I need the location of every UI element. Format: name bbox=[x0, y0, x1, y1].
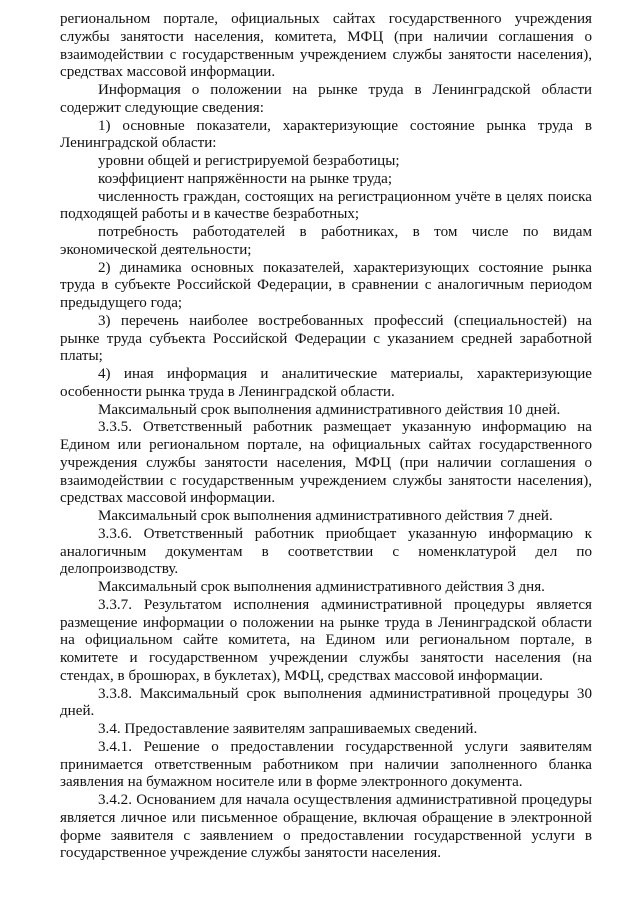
list-item-1: 1) основные показатели, характеризующие состояние рынка труда в Ленинградской области: bbox=[60, 117, 592, 152]
clause-3-3-6: 3.3.6. Ответственный работник приобщает указанную информацию к аналогичным документам в соответствии с номенклатурой дел по делопроизводству. bbox=[60, 525, 592, 578]
paragraph-continuation: региональном портале, официальных сайтах государственного учреждения службы занятости населения, комитета, МФЦ (при наличии соглашения о взаимодействии с государственным учреждением службы занятости населения), средствах массовой информации. bbox=[60, 11, 592, 81]
list-item-3: 3) перечень наиболее востребованных профессий (специальностей) на рынке труда субъекта Российской Федерации с указанием средней заработной платы; bbox=[60, 312, 592, 365]
clause-3-4-1: 3.4.1. Решение о предоставлении государственной услуги заявителям принимается ответственным работником при наличии заполненного бланка заявления на бумажном носителе или в форме электронного документа. bbox=[60, 738, 592, 791]
list-subitem-tension: коэффициент напряжённости на рынке труда; bbox=[98, 170, 393, 187]
clause-3-3-5: 3.3.5. Ответственный работник размещает указанную информацию на Едином или региональном портале, на официальных сайтах государственного учреждения службы занятости населения, МФЦ (при наличии соглашения о взаимодействии с государственным учреждением службы занятости населения), средствах массовой информации. bbox=[60, 419, 592, 507]
list-item-2: 2) динамика основных показателей, характеризующих состояние рынка труда в субъекте Российской Федерации, в сравнении с аналогичным периодом предыдущего года; bbox=[60, 259, 592, 311]
deadline-3-days: Максимальный срок выполнения административного действия 3 дня. bbox=[98, 579, 545, 595]
deadline-10-days: Максимальный срок выполнения административного действия 10 дней. bbox=[98, 401, 561, 418]
document-page bbox=[60, 11, 592, 863]
clause-3-3-7: 3.3.7. Результатом исполнения административной процедуры является размещение информации о положении на рынке труда в Ленинградской области на официальном сайте комитета, на Едином или региональном портале, в комитете и государственном учреждении службы занятости населения (на стендах, в брошюрах, в буклетах), МФЦ, средствах массовой информации. bbox=[60, 596, 592, 684]
paragraph-info-intro: Информация о положении на рынке труда в Ленинградской области содержит следующие сведения: bbox=[60, 82, 592, 116]
list-item-4: 4) иная информация и аналитические материалы, характеризующие особенности рынка труда в Ленинградской области. bbox=[60, 366, 592, 400]
list-subitem-demand: потребность работодателей в работниках, в том числе по видам экономической деятельности; bbox=[60, 224, 592, 258]
list-subitem-unemployment: уровни общей и регистрируемой безработицы; bbox=[98, 153, 400, 169]
clause-3-4-2: 3.4.2. Основанием для начала осуществления административной процедуры является личное или письменное обращение, включая обращение в электронной форме заявителя с заявлением о предоставлении государственной услуги в государственное учреждение службы занятости населения. bbox=[60, 792, 592, 862]
clause-3-4: 3.4. Предоставление заявителям запрашиваемых сведений. bbox=[98, 721, 478, 737]
clause-3-3-8: 3.3.8. Максимальный срок выполнения административной процедуры 30 дней. bbox=[60, 685, 592, 720]
deadline-7-days: Максимальный срок выполнения административного действия 7 дней. bbox=[98, 508, 553, 524]
list-subitem-registered: численность граждан, состоящих на регистрационном учёте в целях поиска подходящей работы и в качестве безработных; bbox=[60, 188, 592, 223]
